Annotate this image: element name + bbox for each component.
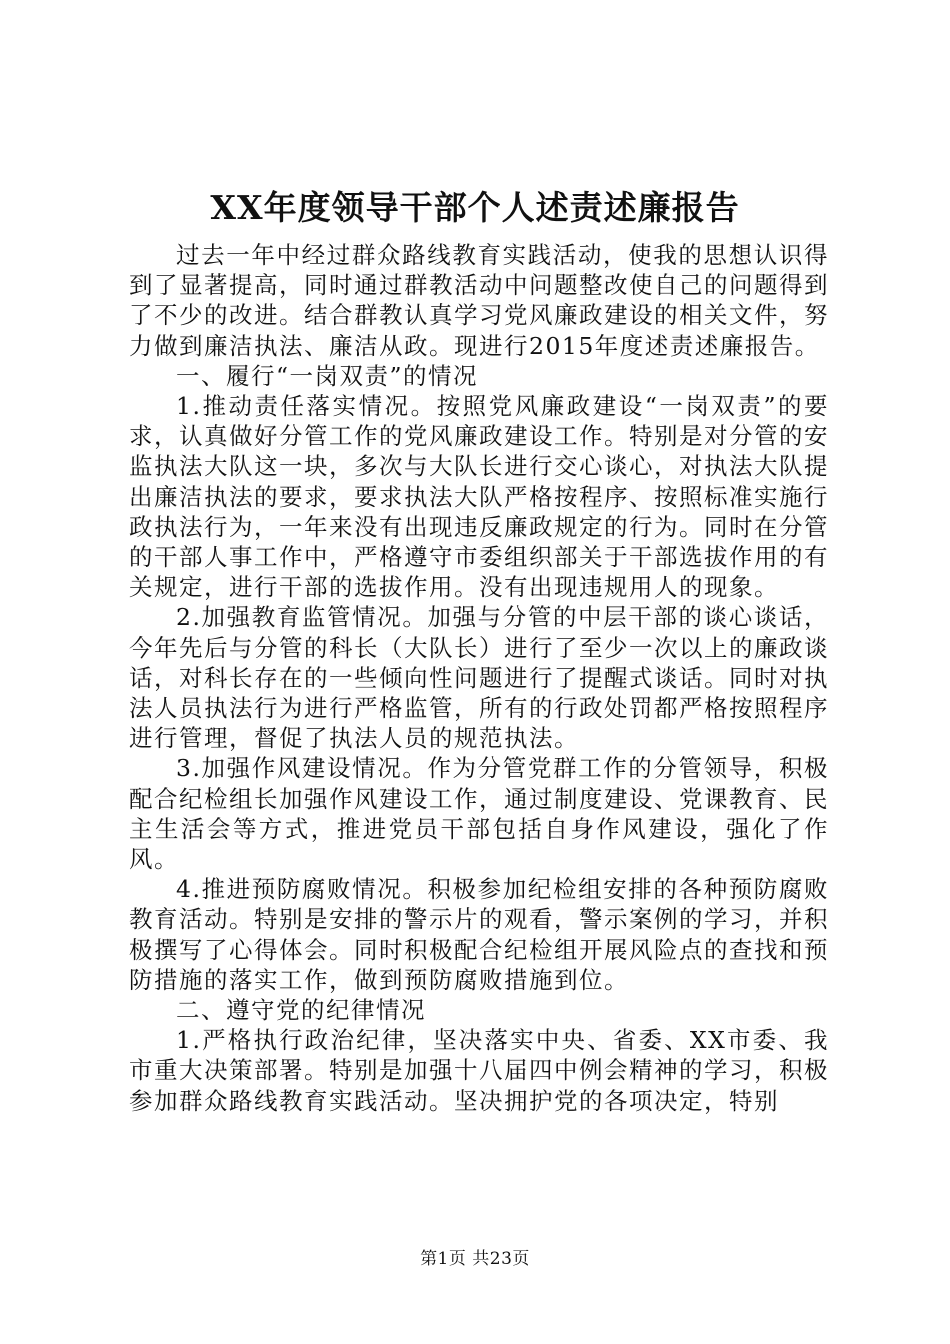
section-heading-1: 一、履行“一岗双责”的情况 (176, 361, 479, 390)
paragraph-1-3: 3.加强作风建设情况。作为分管党群工作的分管领导，积极配合纪检组长加强作风建设工作，通过制度建设、党课教育、民主生活会等方式，推进党员干部包括自身作风建设，强化了作风。 (129, 754, 829, 874)
section-heading-2: 二、遵守党的纪律情况 (176, 996, 426, 1025)
paragraph-1-4: 4.推进预防腐败情况。积极参加纪检组安排的各种预防腐败教育活动。特别是安排的警示片的观看，警示案例的学习，并积极撰写了心得体会。同时积极配合纪检组开展风险点的查找和预防措施的落实工作，做到预防腐败措施到位。 (129, 875, 829, 994)
paragraph-1-1: 1.推动责任落实情况。按照党风廉政建设“一岗双责”的要求，认真做好分管工作的党风廉政建设工作。特别是对分管的安监执法大队这一块，多次与大队长进行交心谈心，对执法大队提出廉洁执法的要求，要求执法大队严格按程序、按照标准实施行政执法行为，一年来没有出现违反廉政规定的行为。同时在分管的干部人事工作中，严格遵守市委组织部关于干部选拔作用的有关规定，进行干部的选拔作用。没有出现违规用人的现象。 (129, 392, 829, 602)
document-title: XX年度领导干部个人述责述廉报告 (210, 188, 740, 227)
paragraph-1-2: 2.加强教育监管情况。加强与分管的中层干部的谈心谈话，今年先后与分管的科长（大队长）进行了至少一次以上的廉政谈话，对科长存在的一些倾向性问题进行了提醒式谈话。同时对执法人员执法行为进行严格监管，所有的行政处罚都严格按照程序进行管理，督促了执法人员的规范执法。 (129, 603, 829, 753)
document-body (129, 240, 829, 1116)
intro-paragraph: 过去一年中经过群众路线教育实践活动，使我的思想认识得到了显著提高，同时通过群教活动中问题整改使自己的问题得到了不少的改进。结合群教认真学习党风廉政建设的相关文件，努力做到廉洁执法、廉洁从政。现进行2015年度述责述廉报告。 (129, 241, 829, 360)
page-footer: 第1页 共23页 (420, 1249, 530, 1269)
paragraph-2-1: 1.严格执行政治纪律，坚决落实中央、省委、XX市委、我市重大决策部署。特别是加强十八届四中例会精神的学习，积极参加群众路线教育实践活动。坚决拥护党的各项决定，特别 (129, 1026, 829, 1115)
